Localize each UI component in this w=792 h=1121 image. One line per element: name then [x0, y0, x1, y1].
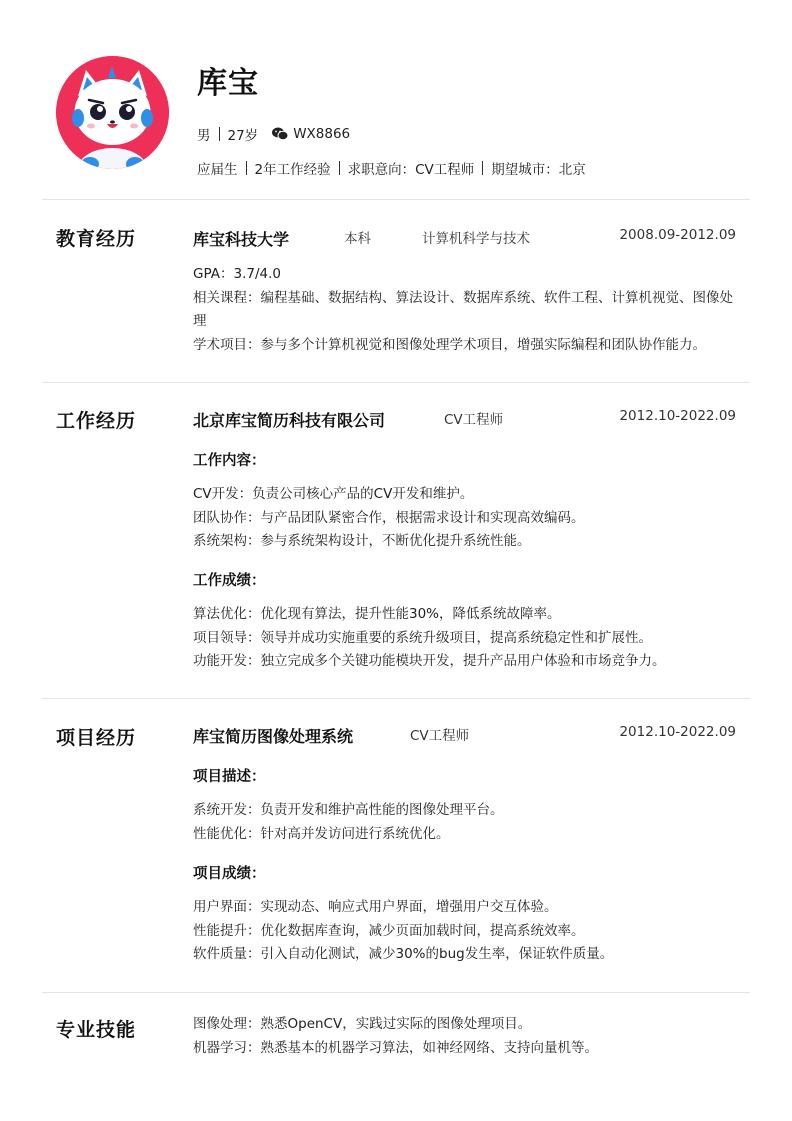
- company-name: 北京库宝简历科技有限公司: [193, 411, 386, 430]
- section-title-education: 教育经历: [56, 228, 137, 250]
- expected-city: 期望城市：北京: [491, 162, 586, 178]
- degree: 本科: [344, 231, 371, 247]
- wechat-icon: [272, 127, 288, 141]
- separator: [246, 161, 247, 175]
- separator: [339, 161, 340, 175]
- list-item: GPA：3.7/4.0: [193, 266, 281, 282]
- education-details: [193, 263, 738, 357]
- list-item: 系统架构：参与系统架构设计，不断优化提升系统性能。: [193, 533, 531, 549]
- job-intention: 求职意向：CV工程师: [347, 162, 475, 178]
- list-item: 项目领导：领导并成功实施重要的系统升级项目，提高系统稳定性和扩展性。: [193, 629, 652, 646]
- separator: [219, 127, 220, 141]
- major: 计算机科学与技术: [422, 231, 530, 247]
- list-item: 算法优化：优化现有算法，提升性能30%，降低系统故障率。: [193, 606, 561, 622]
- section-title-skills: 专业技能: [56, 1019, 137, 1041]
- list-item: 相关课程：编程基础、数据结构、算法设计、数据库系统、软件工程、计算机视觉、图像处理: [193, 289, 733, 329]
- list-item: 图像处理：熟悉OpenCV，实践过实际的图像处理项目。: [193, 1016, 532, 1032]
- mascot-cat-icon: [56, 56, 169, 169]
- list-item: 系统开发：负责开发和维护高性能的图像处理平台。: [193, 802, 504, 818]
- school-name: 库宝科技大学: [193, 230, 290, 249]
- list-item: 功能开发：独立完成多个关键功能模块开发，提升产品用户体验和市场竞争力。: [193, 653, 666, 669]
- project-date: 2012.10-2022.09: [619, 724, 736, 740]
- basic-info: [197, 124, 350, 144]
- divider: [42, 698, 750, 699]
- project-role: CV工程师: [410, 728, 470, 744]
- avatar: [56, 56, 169, 169]
- list-item: CV开发：负责公司核心产品的CV开发和维护。: [193, 486, 474, 502]
- project-achievement-title: 项目成绩：: [193, 866, 266, 882]
- skills-list: [193, 1013, 738, 1060]
- project-desc-title: 项目描述：: [193, 769, 266, 785]
- list-item: 软件质量：引入自动化测试，减少30%的bug发生率，保证软件质量。: [193, 946, 614, 962]
- gender: 男: [197, 128, 211, 144]
- experience: 2年工作经验: [254, 162, 331, 178]
- list-item: 学术项目：参与多个计算机视觉和图像处理学术项目，增强实际编程和团队协作能力。: [193, 336, 706, 353]
- work-role: CV工程师: [444, 412, 504, 428]
- project-desc: [193, 799, 738, 846]
- project-achievements: [193, 896, 738, 967]
- separator: [482, 161, 483, 175]
- job-intention-line: [197, 158, 586, 178]
- work-content: [193, 483, 738, 554]
- divider: [42, 199, 750, 200]
- work-date: 2012.10-2022.09: [619, 408, 736, 424]
- education-date: 2008.09-2012.09: [619, 227, 736, 243]
- wechat: [272, 126, 350, 142]
- list-item: 团队协作：与产品团队紧密合作，根据需求设计和实现高效编码。: [193, 509, 585, 526]
- wechat-id: WX8866: [293, 126, 351, 142]
- divider: [42, 382, 750, 383]
- work-content-title: 工作内容：: [193, 453, 266, 469]
- list-item: 机器学习：熟悉基本的机器学习算法，如神经网络、支持向量机等。: [193, 1039, 598, 1056]
- age: 27岁: [227, 128, 259, 144]
- list-item: 性能优化：针对高并发访问进行系统优化。: [193, 825, 450, 842]
- work-achievements: [193, 603, 738, 674]
- divider: [42, 992, 750, 993]
- section-title-work: 工作经历: [56, 410, 137, 432]
- project-name: 库宝简历图像处理系统: [193, 727, 354, 746]
- work-achievement-title: 工作成绩：: [193, 573, 266, 589]
- list-item: 性能提升：优化数据库查询，减少页面加载时间，提高系统效率。: [193, 922, 585, 939]
- status: 应届生: [197, 162, 238, 178]
- section-title-project: 项目经历: [56, 727, 137, 749]
- list-item: 用户界面：实现动态、响应式用户界面，增强用户交互体验。: [193, 899, 558, 915]
- candidate-name: 库宝: [197, 66, 259, 101]
